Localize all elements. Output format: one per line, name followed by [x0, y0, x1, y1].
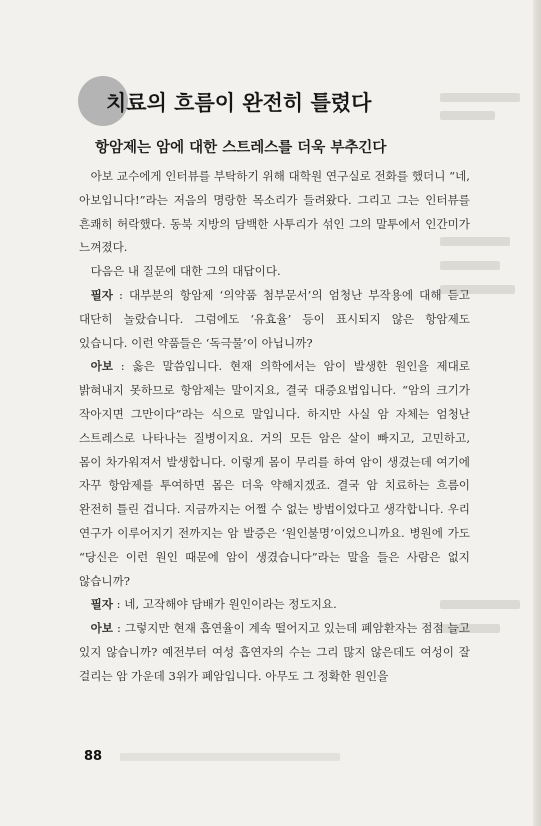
paragraph-intro: 아보 교수에게 인터뷰를 부탁하기 위해 대학원 연구실로 전화를 했더니 “네, 아보입니다!”라는 저음의 명랑한 목소리가 들려왔다. 그리고 그는 인터뷰를 흔쾌히 허락했다. 동북 지방의 담백한 사투리가 섞인 그의 말투에서 인간미가 느껴졌다.: [79, 169, 470, 255]
dialogue-paragraph: 아보 : 옳은 말씀입니다. 현재 의학에서는 암이 발생한 원인을 제대로 밝혀내지 못하므로 항암제는 말이지요, 결국 대증요법입니다. “암의 크기가 작아지면 그만이다”라는 식으로 말입니다. 하지만 사실 암 자체는 엄청난 스트레스로 나타나는 질병이지요. 거의 모든 암은 살이 빠지고, 고민하고, 몸이 차가워져서 발생합니다. 이렇게 몸이 무리를 하여 암이 생겼는데 여기에 자꾸 항암제를 투여하면 몸은 더욱 약해지겠죠. 결국 암 치료하는 흐름이 완전히 틀린 겁니다. 지금까지는 어쩔 수 없는 방법이었다고 생각합니다. 우리 연구가 이루어지기 전까지는 암 발증은 ‘원인불명’이었으니까요. 병원에 가도 “당신은 이런 원인 때문에 암이 생겼습니다”라는 말을 들은 사람은 없지 않습니까?: [79, 359, 470, 588]
bleed-through-footer: [120, 753, 340, 761]
body-text: [79, 165, 470, 689]
page-gutter-shadow: [533, 0, 541, 826]
dialogue-paragraph: 아보 : 그렇지만 현재 흡연율이 계속 떨어지고 있는데 폐암환자는 점점 늘고 있지 않습니까? 예전부터 여성 흡연자의 수는 그리 많지 않은데도 여성이 잘 걸리는 암 가운데 3위가 폐암입니다. 아무도 그 정확한 원인을: [79, 621, 470, 683]
chapter-heading: [78, 76, 478, 126]
section-subtitle: 항암제는 암에 대한 스트레스를 더욱 부추긴다: [95, 140, 387, 156]
dialogue-paragraph: 필자 : 대부분의 항암제 ‘의약품 첨부문서’의 엄청난 부작용에 대해 듣고 대단히 놀랐습니다. 그럼에도 ‘유효율’ 등이 표시되지 않은 항암제도 있습니다. 이런 약품들은 ‘독극물’이 아닙니까?: [79, 287, 470, 350]
speaker-label: 아보: [90, 621, 113, 636]
page-number: 88: [84, 749, 103, 764]
speaker-label: 필자: [90, 287, 113, 302]
speaker-label: 필자: [90, 597, 113, 612]
speaker-label: 아보: [90, 359, 113, 374]
paragraph-lead-in: 다음은 내 질문에 대한 그의 대답이다.: [90, 264, 281, 279]
chapter-title: 치료의 흐름이 완전히 틀렸다: [106, 91, 372, 115]
dialogue-paragraph: 필자 : 네, 고작해야 담배가 원인이라는 정도지요.: [90, 597, 337, 612]
